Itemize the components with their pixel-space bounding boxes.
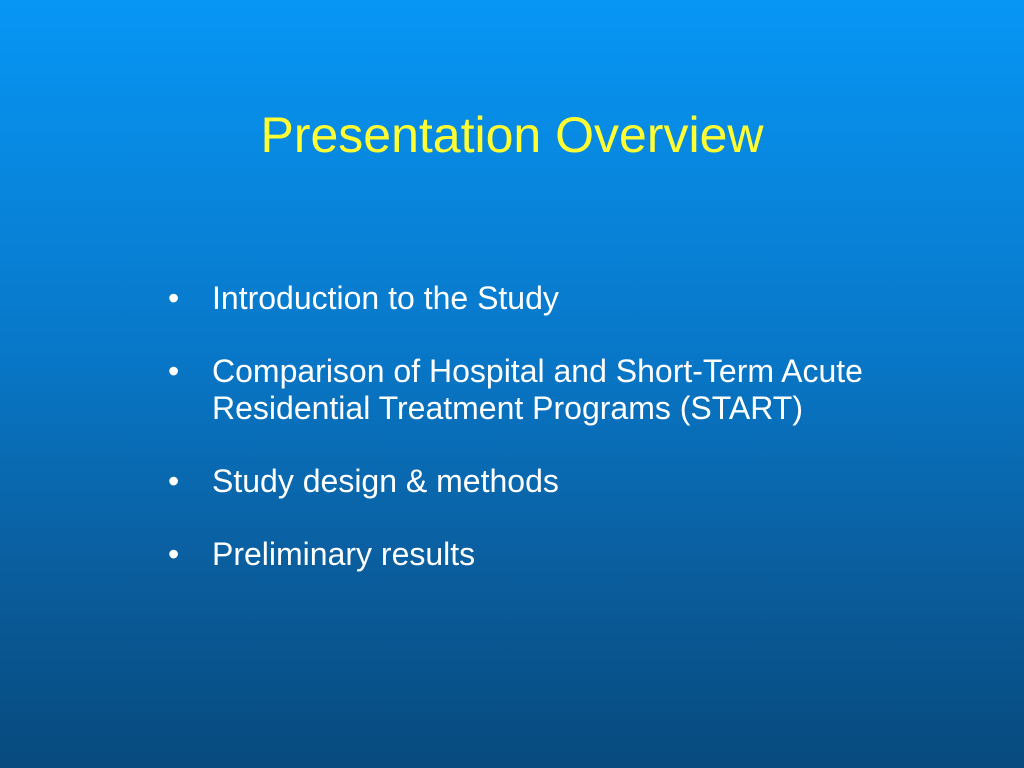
bullet-marker: • (168, 536, 180, 572)
bullet-marker: • (168, 280, 180, 316)
bullet-marker: • (168, 353, 180, 389)
bullet-item (168, 536, 928, 573)
bullet-text: Preliminary results (212, 536, 476, 572)
bullet-item (168, 353, 928, 427)
bullet-list (168, 280, 928, 609)
bullet-text: Comparison of Hospital and Short-Term Acute Residential Treatment Programs (START) (212, 353, 863, 426)
bullet-text: Introduction to the Study (212, 280, 559, 316)
bullet-marker: • (168, 463, 180, 499)
slide-title: Presentation Overview (260, 107, 764, 163)
bullet-text: Study design & methods (212, 463, 559, 499)
bullet-item (168, 280, 928, 317)
bullet-item (168, 463, 928, 500)
